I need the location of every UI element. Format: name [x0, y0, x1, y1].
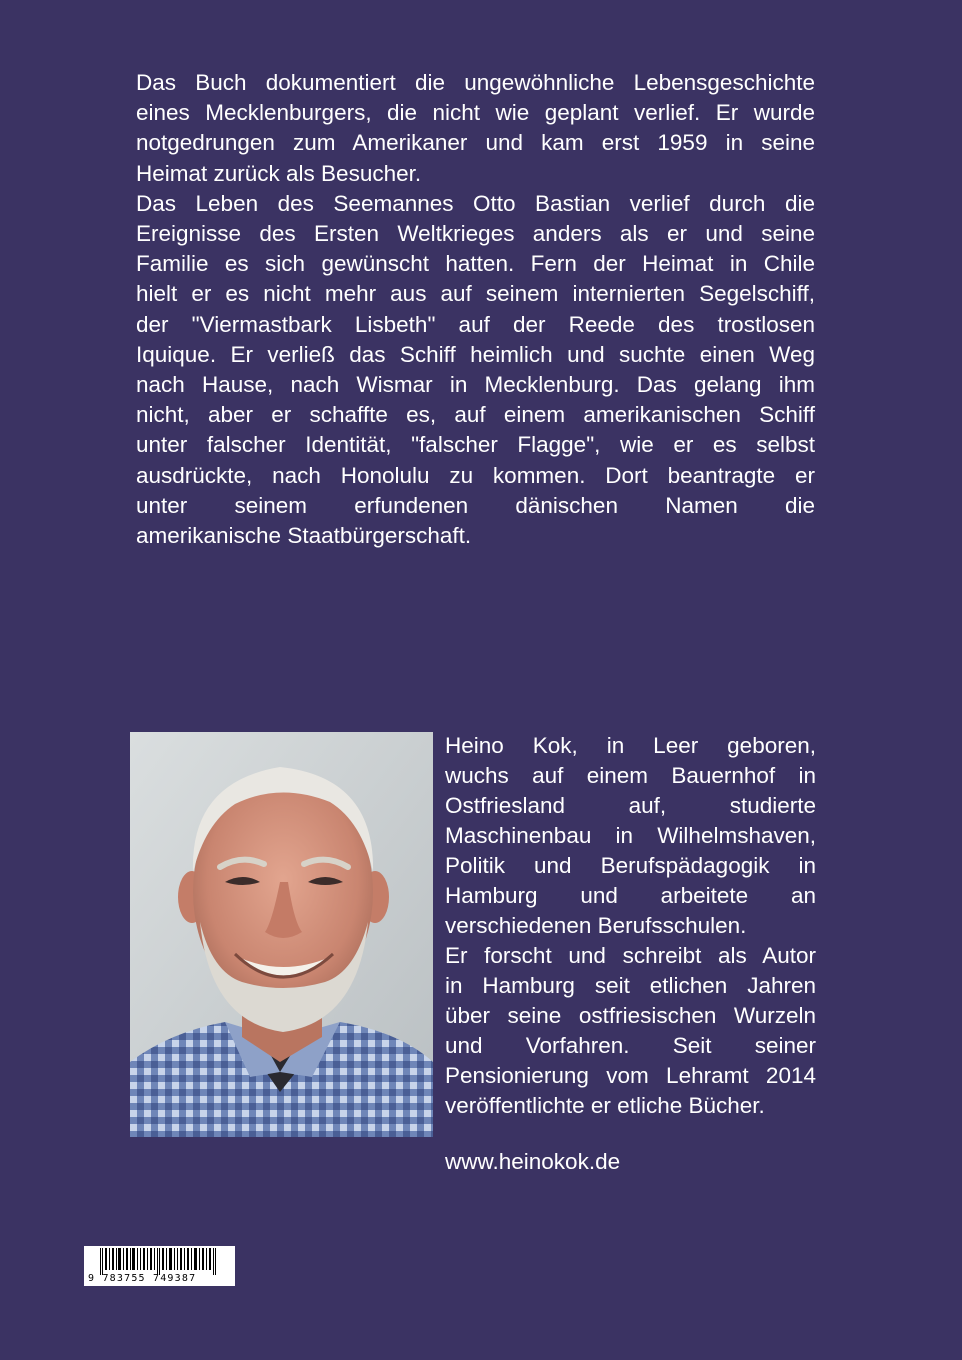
- isbn-barcode: [84, 1246, 235, 1286]
- blurb-line: amerikanische Staatbürgerschaft.: [136, 523, 472, 549]
- author-website[interactable]: www.heinokok.de: [445, 1149, 621, 1174]
- blurb-line: notgedrungen zum Amerikaner und kam erst 1959 in seine: [136, 130, 815, 156]
- blurb-line: der "Viermastbark Lisbeth" auf der Reede des trostlosen: [136, 311, 815, 337]
- blurb-line: ausdrückte, nach Honolulu zu kommen. Dort beantragte er: [136, 462, 815, 488]
- author-photo: [130, 732, 433, 1137]
- bio-line: veröffentlichte er etliche Bücher.: [445, 1093, 765, 1118]
- bio-line: Hamburg und arbeitete an: [445, 883, 816, 908]
- blurb-line: nach Hause, nach Wismar in Mecklenburg. Das gelang ihm: [136, 372, 815, 398]
- bio-line: Ostfriesland auf, studierte: [445, 793, 816, 818]
- blurb-line: eines Mecklenburgers, die nicht wie geplant verlief. Er wurde: [136, 100, 815, 126]
- bio-line: Maschinenbau in Wilhelmshaven,: [445, 823, 816, 848]
- bio-line: Heino Kok, in Leer geboren,: [445, 733, 816, 758]
- bio-line: und Vorfahren. Seit seiner: [445, 1033, 816, 1058]
- bio-line: Politik und Berufspädagogik in: [445, 853, 816, 878]
- bio-line: Er forscht und schreibt als Autor: [445, 943, 816, 968]
- bio-line: verschiedenen Berufsschulen.: [445, 913, 747, 938]
- author-bio: [445, 731, 816, 1121]
- bio-line: in Hamburg seit etlichen Jahren: [445, 973, 816, 998]
- book-blurb: [136, 68, 815, 551]
- bio-line: über seine ostfriesischen Wurzeln: [445, 1003, 816, 1028]
- blurb-line: Iquique. Er verließ das Schiff heimlich und suchte einen Weg: [136, 341, 815, 367]
- blurb-line: hielt er es nicht mehr aus auf seinem internierten Segelschiff,: [136, 281, 815, 307]
- blurb-line: nicht, aber er schaffte es, auf einem amerikanischen Schiff: [136, 402, 815, 428]
- bio-line: Pensionierung vom Lehramt 2014: [445, 1063, 816, 1088]
- blurb-line: Das Leben des Seemannes Otto Bastian verlief durch die: [136, 190, 815, 216]
- blurb-line: Familie es sich gewünscht hatten. Fern der Heimat in Chile: [136, 251, 815, 277]
- blurb-line: Heimat zurück als Besucher.: [136, 160, 422, 186]
- isbn-digits: 9 783755 749387: [88, 1273, 197, 1284]
- bio-line: wuchs auf einem Bauernhof in: [445, 763, 816, 788]
- blurb-line: Das Buch dokumentiert die ungewöhnliche Lebensgeschichte: [136, 70, 815, 95]
- blurb-line: unter seinem erfundenen dänischen Namen die: [136, 492, 815, 518]
- blurb-line: unter falscher Identität, "falscher Flagge", wie er es selbst: [136, 432, 815, 458]
- blurb-line: Ereignisse des Ersten Weltkrieges anders als er und seine: [136, 221, 815, 247]
